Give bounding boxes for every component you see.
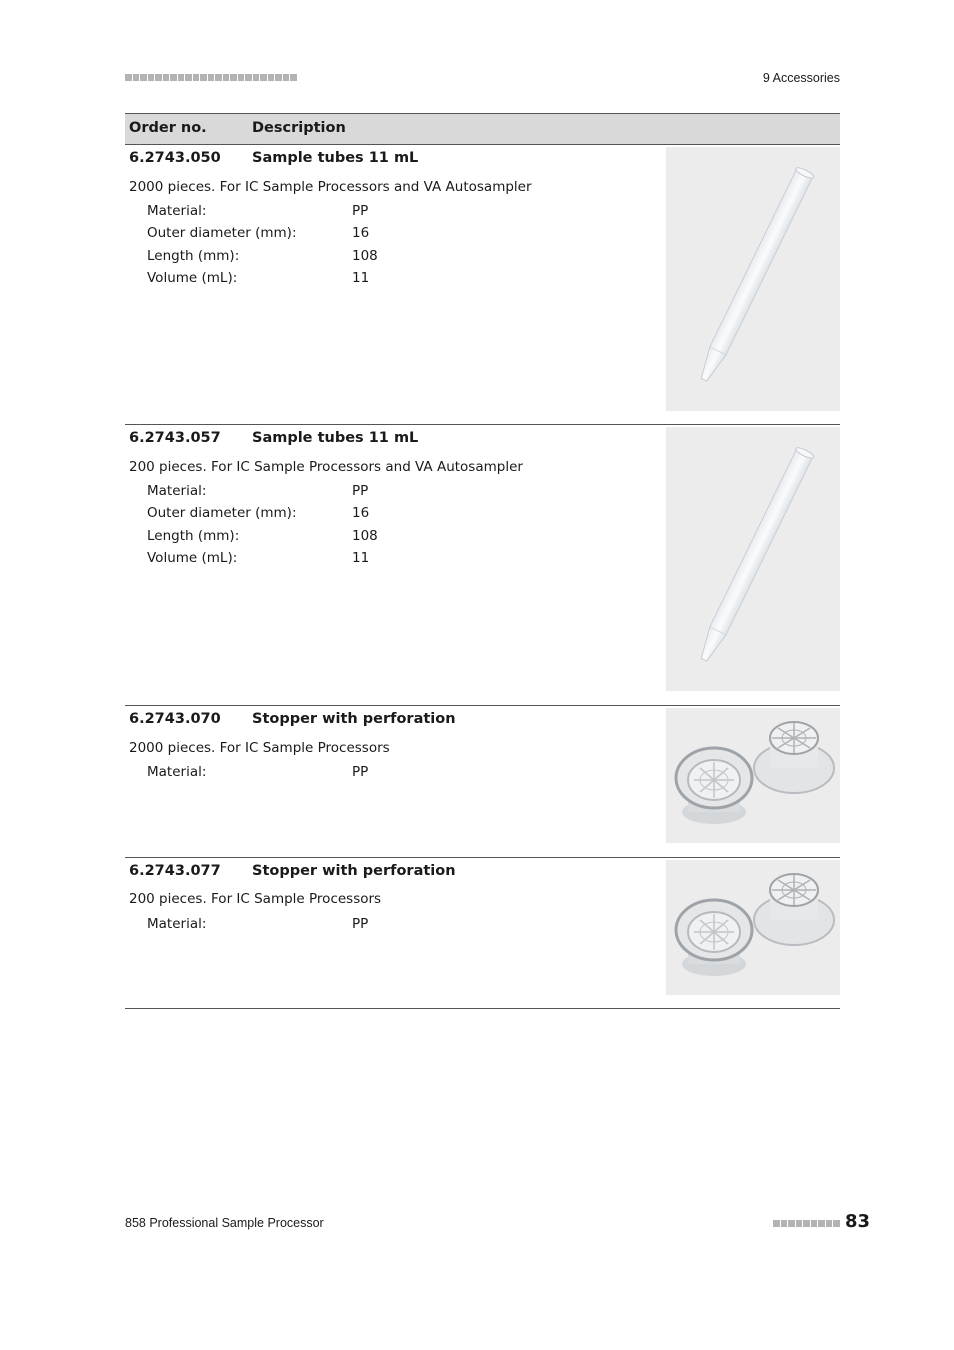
item-description: 2000 pieces. For IC Sample Processors: [129, 740, 390, 756]
section-title: 9 Accessories: [762, 71, 840, 85]
page-number: 83: [845, 1211, 871, 1232]
table-row: [125, 858, 840, 1009]
table-row: [125, 425, 840, 706]
item-title: Stopper with perforation: [252, 863, 456, 879]
item-description: 2000 pieces. For IC Sample Processors and VA Autosampler: [129, 179, 532, 195]
footer-decoration: [773, 1220, 840, 1227]
spec-label: Material:: [147, 764, 207, 780]
item-title: Stopper with perforation: [252, 711, 456, 727]
table-row: [125, 706, 840, 858]
spec-value: 108: [352, 248, 378, 264]
header-decoration: [125, 74, 297, 81]
spec-label: Material:: [147, 203, 207, 219]
table-row: [125, 145, 840, 425]
spec-label: Material:: [147, 483, 207, 499]
order-number: 6.2743.070: [129, 711, 221, 727]
spec-value: PP: [352, 203, 369, 219]
spec-value: PP: [352, 916, 369, 932]
spec-label: Length (mm):: [147, 248, 240, 264]
spec-label: Length (mm):: [147, 528, 240, 544]
order-number: 6.2743.050: [129, 150, 221, 166]
table-header: [125, 113, 840, 145]
spec-value: PP: [352, 483, 369, 499]
sample-tube-image: [666, 147, 840, 411]
spec-value: 11: [352, 550, 370, 566]
spec-label: Volume (mL):: [147, 270, 238, 286]
spec-label: Material:: [147, 916, 207, 932]
order-number: 6.2743.057: [129, 430, 221, 446]
item-title: Sample tubes 11 mL: [252, 150, 419, 166]
spec-label: Outer diameter (mm):: [147, 505, 297, 521]
column-header-order: Order no.: [129, 120, 207, 136]
product-name: 858 Professional Sample Processor: [125, 1216, 324, 1230]
sample-tube-image: [666, 427, 840, 691]
spec-value: 16: [352, 505, 370, 521]
stopper-image: [666, 860, 840, 995]
column-header-description: Description: [252, 120, 346, 136]
stopper-image: [666, 708, 840, 843]
spec-value: 11: [352, 270, 370, 286]
spec-label: Outer diameter (mm):: [147, 225, 297, 241]
order-number: 6.2743.077: [129, 863, 221, 879]
spec-value: 16: [352, 225, 370, 241]
item-title: Sample tubes 11 mL: [252, 430, 419, 446]
item-description: 200 pieces. For IC Sample Processors and VA Autosampler: [129, 459, 523, 475]
accessories-table: [125, 113, 840, 1009]
item-description: 200 pieces. For IC Sample Processors: [129, 891, 382, 907]
spec-label: Volume (mL):: [147, 550, 238, 566]
spec-value: PP: [352, 764, 369, 780]
spec-value: 108: [352, 528, 378, 544]
